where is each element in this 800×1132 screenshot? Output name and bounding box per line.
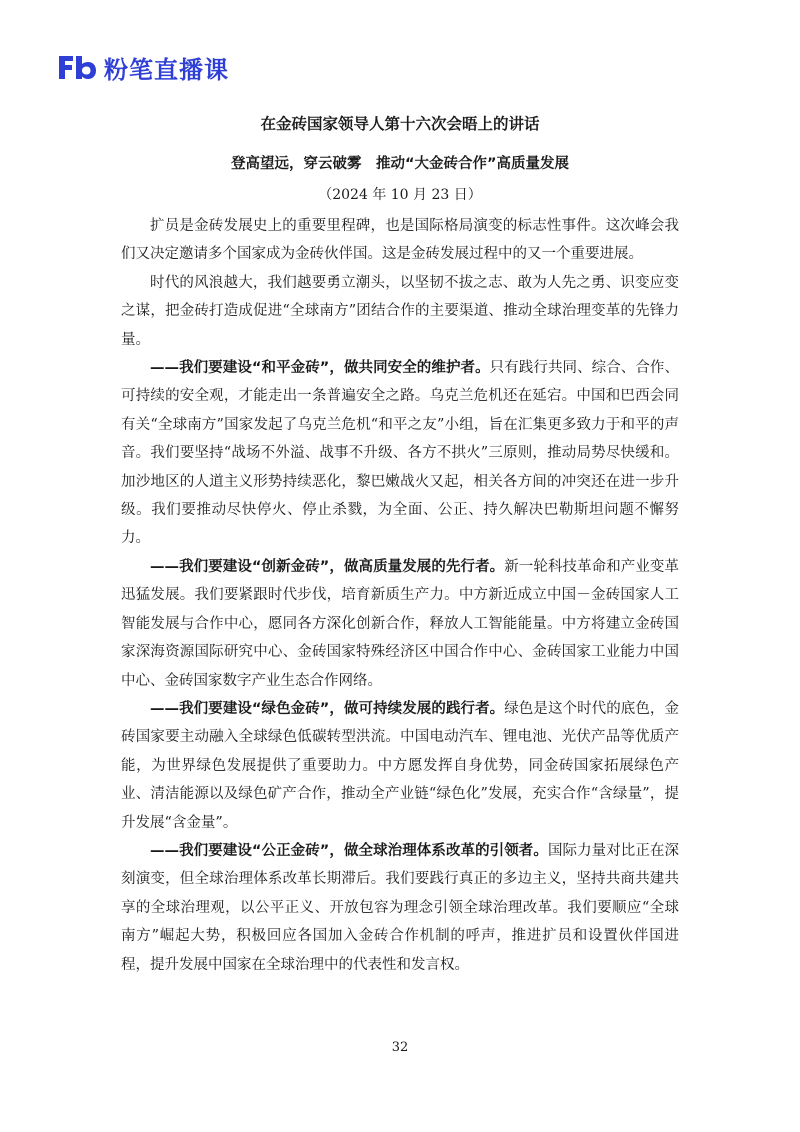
fb-logo-icon bbox=[56, 52, 98, 82]
page-number: 32 bbox=[391, 1040, 409, 1055]
paragraph-text: 国际力量对比正在深刻演变，但全球治理体系改革长期滞后。我们要践行真正的多边主义，坚持共商共建共享的全球治理观，以公平正义、开放包容为理念引领全球治理改革。我们要顺应“全球南方”崛起大势，积极回应各国加入金砖合作机制的呼声，推进扩员和设置伙伴国进程，提升发展中国家在全球治理中的代表性和发言权。 bbox=[121, 842, 680, 973]
paragraph-lead: ——我们要建设“绿色金砖”，做可持续发展的践行者。 bbox=[150, 700, 505, 717]
paragraph bbox=[121, 553, 679, 695]
paragraph bbox=[121, 354, 679, 553]
paragraph bbox=[121, 269, 679, 354]
speech-body bbox=[121, 212, 679, 979]
brand-name: 粉笔直播课 bbox=[104, 55, 229, 84]
paragraph-text: 扩员是金砖发展史上的重要里程碑，也是国际格局演变的标志性事件。这次峰会我们又决定邀请多个国家成为金砖伙伴国。这是金砖发展过程中的又一个重要进展。 bbox=[121, 218, 679, 263]
paragraph-text: 只有践行共同、综合、合作、可持续的安全观，才能走出一条普遍安全之路。乌克兰危机还在延宕。中国和巴西会同有关“全球南方”国家发起了乌克兰危机“和平之友”小组，旨在汇集更多致力于和平的声音。我们要坚持“战场不外溢、战事不升级、各方不拱火”三原则，推动局势尽快缓和。加沙地区的人道主义形势持续恶化，黎巴嫩战火又起，相关各方间的冲突还在进一步升级。我们要推动尽快停火、停止杀戮，为全面、公正、持久解决巴勒斯坦问题不懈努力。 bbox=[121, 360, 680, 547]
speech-subtitle: 登高望远，穿云破雾 推动“大金砖合作”高质量发展 bbox=[230, 156, 570, 172]
paragraph bbox=[121, 837, 679, 979]
brand-logo bbox=[56, 52, 229, 82]
paragraph-lead: ——我们要建设“创新金砖”，做高质量发展的先行者。 bbox=[150, 558, 505, 575]
paragraph bbox=[121, 695, 679, 837]
speech-date: （2024 年 10 月 23 日） bbox=[318, 187, 482, 203]
paragraph bbox=[121, 212, 679, 269]
paragraph-text: 新一轮科技革命和产业变革迅猛发展。我们要紧跟时代步伐，培育新质生产力。中方新近成立中国－金砖国家人工智能发展与合作中心，愿同各方深化创新合作，释放人工智能能量。中方将建立金砖国家深海资源国际研究中心、金砖国家特殊经济区中国合作中心、金砖国家工业能力中国中心、金砖国家数字产业生态合作网络。 bbox=[121, 558, 679, 689]
paragraph-text: 绿色是这个时代的底色，金砖国家要主动融入全球绿色低碳转型洪流。中国电动汽车、锂电池、光伏产品等优质产能，为世界绿色发展提供了重要助力。中方愿发挥自身优势，同金砖国家拓展绿色产业、清洁能源以及绿色矿产合作，推动全产业链“绿色化”发展，充实合作“含绿量”，提升发展“含金量”。 bbox=[121, 700, 679, 831]
speech-title: 在金砖国家领导人第十六次会晤上的讲话 bbox=[260, 115, 540, 133]
paragraph-lead: ——我们要建设“公正金砖”，做全球治理体系改革的引领者。 bbox=[150, 842, 548, 859]
paragraph-lead: ——我们要建设“和平金砖”，做共同安全的维护者。 bbox=[150, 360, 490, 377]
paragraph-text: 时代的风浪越大，我们越要勇立潮头，以坚韧不拔之志、敢为人先之勇、识变应变之谋，把金砖打造成促进“全球南方”团结合作的主要渠道、推动全球治理变革的先锋力量。 bbox=[121, 274, 679, 348]
